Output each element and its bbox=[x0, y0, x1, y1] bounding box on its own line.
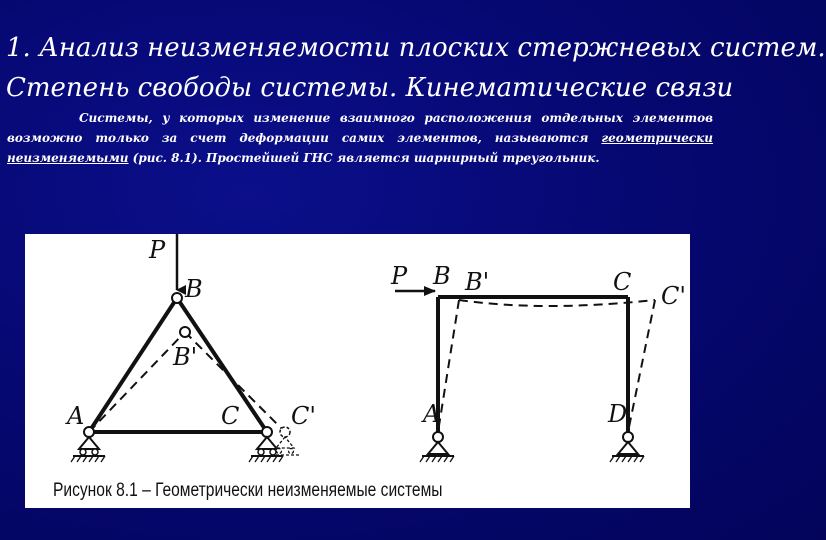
label-left-b: B bbox=[185, 275, 203, 303]
label-right-b-prime: B' bbox=[465, 268, 490, 296]
title-line-2: Степень свободы системы. Кинематические связи bbox=[6, 73, 734, 103]
label-right-c-prime: C' bbox=[661, 282, 686, 310]
label-left-p: P bbox=[149, 236, 166, 264]
label-right-a: A bbox=[423, 400, 441, 428]
label-right-d: D bbox=[608, 400, 628, 428]
figure-caption: Рисунок 8.1 – Геометрически неизменяемые системы bbox=[53, 480, 443, 501]
label-left-c-prime: C' bbox=[291, 402, 316, 430]
label-left-b-prime: B' bbox=[173, 343, 198, 371]
displaced-beam bbox=[459, 300, 655, 306]
hinge-b bbox=[172, 293, 182, 303]
body-text-part2: (рис. 8.1). Простейшей ГНС является шарнирный треугольник. bbox=[128, 151, 600, 165]
label-left-c: C bbox=[221, 402, 240, 430]
label-right-c: C bbox=[613, 268, 632, 296]
term-geometrically: геометрически bbox=[601, 131, 713, 145]
term-unchangeable: неизменяемыми bbox=[7, 151, 129, 165]
displaced-bar-ab bbox=[89, 332, 185, 432]
body-text-part1: Системы, у которых изменение взаимного расположения отдельных элементов возможно только за счет деформации самих элементов, называются bbox=[7, 111, 713, 145]
bar-ab bbox=[89, 298, 177, 432]
diagram-figure bbox=[25, 234, 690, 508]
label-right-p: P bbox=[391, 262, 408, 290]
figure-panel bbox=[25, 234, 690, 508]
support-right-a bbox=[420, 432, 454, 462]
title-line-1: 1. Анализ неизменяемости плоских стержневых систем. bbox=[6, 33, 826, 63]
displaced-column-left bbox=[438, 300, 459, 432]
portal-frame-diagram bbox=[390, 262, 686, 462]
label-right-b: B bbox=[433, 262, 451, 290]
slide-title bbox=[6, 28, 826, 108]
body-paragraph bbox=[7, 108, 713, 168]
label-left-a: A bbox=[67, 402, 85, 430]
displaced-column-right bbox=[628, 300, 655, 432]
hinge-b-prime bbox=[180, 327, 190, 337]
support-right-d bbox=[610, 432, 644, 462]
hinged-triangle-diagram bbox=[65, 234, 316, 462]
